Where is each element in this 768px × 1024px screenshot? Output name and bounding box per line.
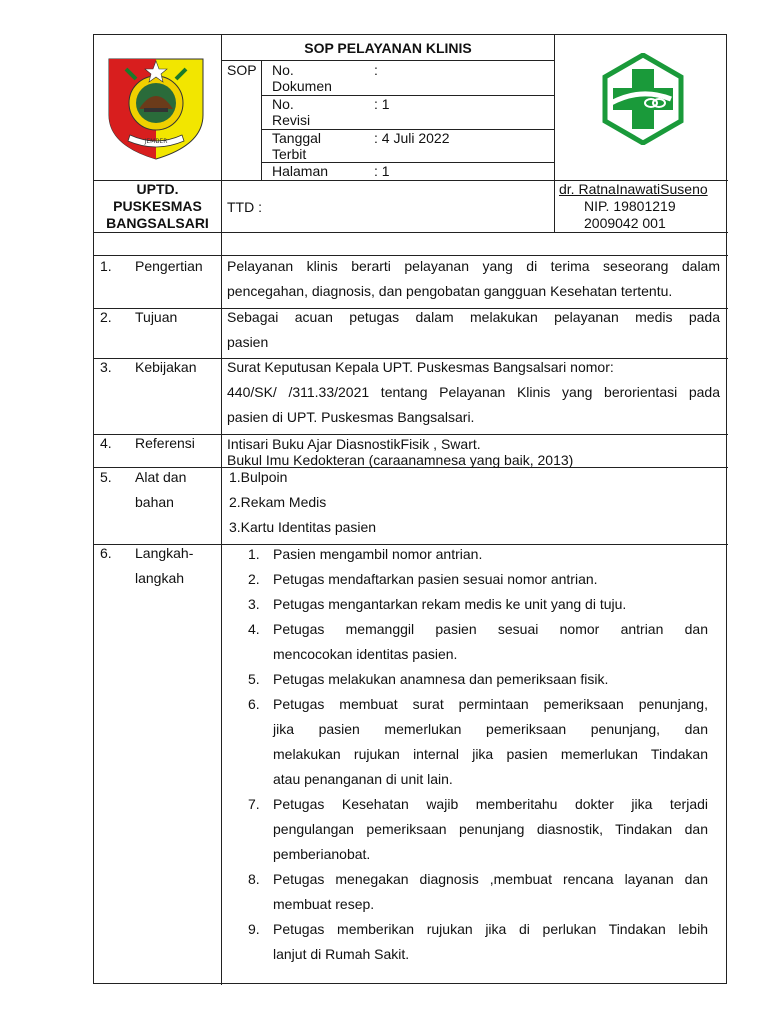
doc-no-value: : (374, 62, 378, 78)
divider (94, 232, 728, 233)
step-number: 4. (248, 621, 260, 637)
step-text: Petugas memberikan rujukan jika di perlukan Tindakan lebih (273, 921, 708, 937)
org-line-3: BANGSALSARI (106, 215, 209, 231)
org-line-1: UPTD. (136, 181, 179, 197)
step-text: Petugas memanggil pasien sesuai nomor antrian dan (273, 621, 708, 637)
divider (221, 35, 222, 985)
issue-date-value: : 4 Juli 2022 (374, 130, 450, 146)
sop-label: SOP (227, 62, 257, 78)
procedure-step (248, 917, 708, 967)
procedure-step (248, 867, 708, 917)
section-title: Alat dan (135, 469, 187, 485)
procedure-step (248, 542, 708, 567)
step-text: pemberianobat. (273, 846, 371, 862)
step-text: pengulangan pemeriksaan penunjang diasnostik, Tindakan dan (273, 821, 708, 837)
step-number: 9. (248, 921, 260, 937)
logo-text: JEMBER (144, 138, 168, 145)
section-text: Sebagai acuan petugas dalam melakukan pelayanan medis pada (227, 309, 720, 325)
section-text: pencegahan, diagnosis, dan pengobatan gangguan Kesehatan tertentu. (227, 283, 673, 299)
step-text: melakukan rujukan internal jika pasien memerlukan Tindakan (273, 746, 708, 762)
ttd-label: TTD : (227, 199, 262, 215)
step-number: 1. (248, 546, 260, 562)
step-text: atau penanganan di unit lain. (273, 771, 453, 787)
section-number: 2. (100, 309, 112, 325)
section-number: 6. (100, 545, 112, 561)
section-title: Tujuan (135, 309, 178, 325)
step-number: 7. (248, 796, 260, 812)
material-item: 2.Rekam Medis (229, 494, 327, 510)
step-text: Petugas mengantarkan rekam medis ke unit yang di tuju. (273, 596, 627, 612)
revision-value: : 1 (374, 96, 390, 112)
procedure-step (248, 592, 708, 617)
section-number: 1. (100, 258, 112, 274)
section-number: 3. (100, 359, 112, 375)
section-text: Bukul Imu Kedokteran (caraanamnesa yang baik, 2013) (227, 452, 574, 468)
step-text: Pasien mengambil nomor antrian. (273, 546, 483, 562)
page-value: : 1 (374, 163, 390, 179)
material-item: 1.Bulpoin (229, 469, 288, 485)
revision-label: No. (272, 96, 294, 112)
section-title-2: langkah (135, 570, 185, 586)
section-text: 440/SK/ /311.33/2021 tentang Pelayanan Klinis yang berorientasi pada (227, 384, 720, 400)
org-line-2: PUSKESMAS (113, 198, 202, 214)
procedure-steps (248, 542, 708, 967)
step-number: 5. (248, 671, 260, 687)
step-text: jika pasien memerlukan pemeriksaan penunjang, dan (273, 721, 708, 737)
issue-date-label: Tanggal (272, 130, 322, 146)
step-text: Petugas mendaftarkan pasien sesuai nomor antrian. (273, 571, 598, 587)
step-text: membuat resep. (273, 896, 375, 912)
page-label: Halaman (272, 163, 329, 179)
step-number: 8. (248, 871, 260, 887)
section-text: pasien di UPT. Puskesmas Bangsalsari. (227, 409, 475, 425)
jember-regency-logo (106, 53, 206, 161)
section-title: Kebijakan (135, 359, 197, 375)
section-title: Pengertian (135, 258, 203, 274)
signer-name: dr. RatnaInawatiSuseno (559, 181, 708, 197)
step-text: lanjut di Rumah Sakit. (273, 946, 410, 962)
section-title-2: bahan (135, 494, 174, 510)
section-text: pasien (227, 334, 269, 350)
procedure-step (248, 667, 708, 692)
doc-no-label: No. (272, 62, 294, 78)
section-text: Surat Keputusan Kepala UPT. Puskesmas Bangsalsari nomor: (227, 359, 614, 375)
divider (554, 35, 555, 232)
step-number: 2. (248, 571, 260, 587)
procedure-step (248, 792, 708, 867)
step-text: Petugas melakukan anamnesa dan pemeriksaan fisik. (273, 671, 609, 687)
procedure-step (248, 617, 708, 667)
material-item: 3.Kartu Identitas pasien (229, 519, 377, 535)
section-text: Intisari Buku Ajar DiasnostikFisik , Swart. (227, 436, 481, 452)
step-number: 3. (248, 596, 260, 612)
issue-date-label-2: Terbit (272, 146, 307, 162)
page-title: SOP PELAYANAN KLINIS (304, 40, 472, 56)
section-number: 5. (100, 469, 112, 485)
step-text: Petugas membuat surat permintaan pemeriksaan penunjang, (273, 696, 708, 712)
section-number: 4. (100, 435, 112, 451)
section-title: Langkah- (135, 545, 194, 561)
doc-no-label-2: Dokumen (272, 78, 332, 94)
signer-nip-2: 2009042 001 (584, 215, 666, 231)
procedure-step (248, 692, 708, 792)
divider (221, 60, 554, 61)
section-text: Pelayanan klinis berarti pelayanan yang di terima seseorang dalam (227, 258, 720, 274)
step-text: Petugas Kesehatan wajib memberitahu dokter jika terjadi (273, 796, 708, 812)
section-title: Referensi (135, 435, 195, 451)
step-text: Petugas menegakan diagnosis ,membuat rencana layanan dan (273, 871, 708, 887)
divider (261, 60, 262, 180)
step-text: mencocokan identitas pasien. (273, 646, 458, 662)
signer-nip-1: NIP. 19801219 (584, 198, 676, 214)
divider (261, 95, 554, 96)
procedure-step (248, 567, 708, 592)
step-number: 6. (248, 696, 260, 712)
puskesmas-logo (597, 53, 689, 145)
revision-label-2: Revisi (272, 112, 311, 128)
